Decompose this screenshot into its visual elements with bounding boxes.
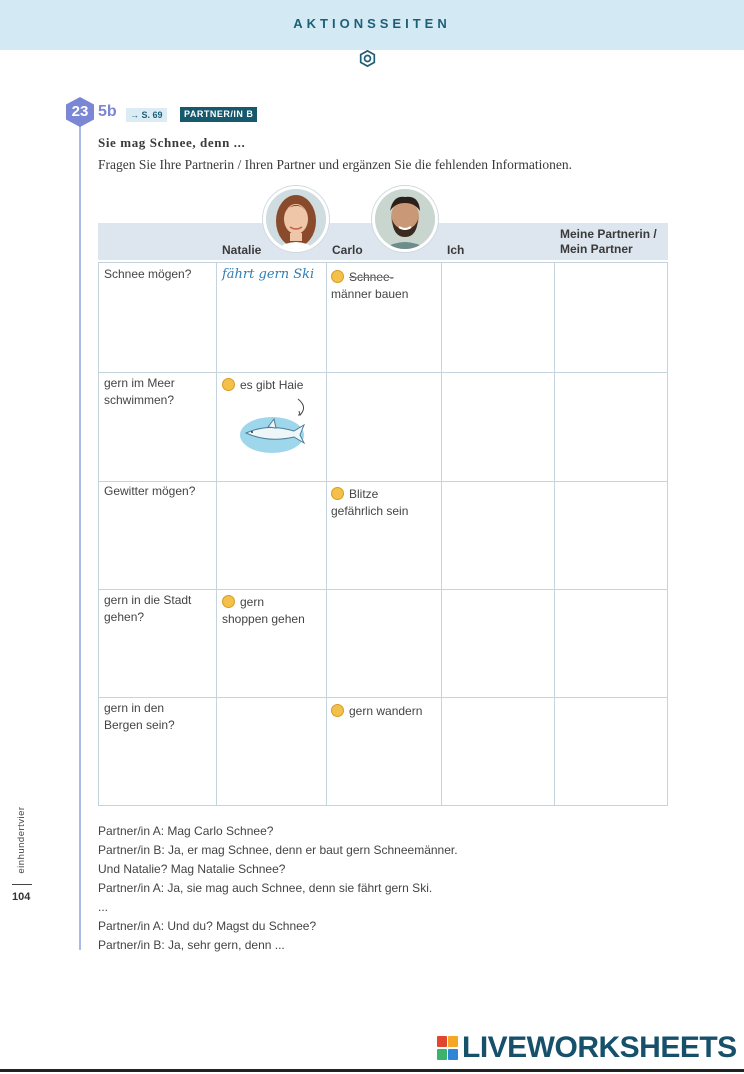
top-banner	[0, 0, 744, 50]
column-partner-line1: Meine Partnerin /	[560, 227, 657, 241]
answer-line: gefährlich sein	[331, 504, 409, 518]
natalie-answer	[222, 594, 305, 628]
partner-answer-field[interactable]	[558, 590, 664, 696]
dialog-line: Partner/in A: Mag Carlo Schnee?	[98, 824, 274, 838]
page-reference[interactable]: → S. 69	[126, 108, 167, 122]
handwritten-answer[interactable]: fährt gern Ski	[222, 267, 315, 282]
natalie-answer-field[interactable]	[221, 482, 323, 588]
task-number: 23	[71, 103, 89, 120]
natalie-answer-field[interactable]	[221, 699, 323, 803]
answer-line: Schnee-	[349, 270, 394, 284]
question-line: gern in die Stadt	[104, 593, 192, 607]
dialog-line: Partner/in A: Ja, sie mag auch Schnee, denn sie fährt gern Ski.	[98, 881, 433, 895]
carlo-portrait-icon	[375, 189, 435, 249]
answer-line: shoppen gehen	[222, 612, 305, 626]
liveworksheets-blocks-icon	[437, 1036, 459, 1061]
task-subnumber: 5b	[98, 103, 117, 120]
page-number-divider	[12, 884, 32, 885]
column-natalie: Natalie	[222, 243, 262, 257]
answer-line: männer bauen	[331, 287, 409, 301]
question-line: Schnee mögen?	[104, 267, 192, 281]
shark-icon	[238, 395, 310, 457]
example-dialog	[98, 822, 458, 955]
ich-answer-field[interactable]	[445, 699, 550, 803]
question-line: gehen?	[104, 610, 145, 624]
partner-answer-field[interactable]	[558, 699, 664, 803]
carlo-answer	[331, 486, 408, 520]
happy-face-icon	[222, 595, 235, 608]
carlo-answer	[331, 269, 408, 303]
question-line: Bergen sein?	[104, 718, 175, 732]
dialog-line: Und Natalie? Mag Natalie Schnee?	[98, 862, 286, 876]
column-divider	[216, 263, 217, 805]
dialog-line: Partner/in A: Und du? Magst du Schnee?	[98, 919, 317, 933]
column-divider	[554, 263, 555, 805]
row-divider	[99, 697, 667, 698]
natalie-portrait-icon	[266, 189, 326, 249]
column-partner-line2: Mein Partner	[560, 242, 633, 256]
column-partner	[560, 227, 657, 257]
sad-face-icon	[331, 487, 344, 500]
carlo-answer	[331, 703, 422, 720]
ich-answer-field[interactable]	[445, 373, 550, 479]
table-row-question	[104, 483, 214, 500]
margin-line	[79, 118, 81, 950]
task-instruction: Fragen Sie Ihre Partnerin / Ihren Partner und ergänzen Sie die fehlenden Informationen.	[98, 157, 572, 172]
partner-answer-field[interactable]	[558, 373, 664, 479]
partner-badge: PARTNER/IN B	[180, 107, 257, 122]
table-row-question	[104, 266, 214, 283]
table-row-question	[104, 592, 214, 626]
dialog-line: ...	[98, 900, 109, 914]
column-divider	[326, 263, 327, 805]
column-divider	[441, 263, 442, 805]
question-line: Gewitter mögen?	[104, 484, 196, 498]
carlo-answer-field[interactable]	[331, 373, 438, 479]
partner-answer-field[interactable]	[558, 264, 664, 370]
liveworksheets-wordmark: LIVEWORKSHEETS	[462, 1031, 737, 1064]
answer-line: gern wandern	[349, 704, 423, 718]
task-heading: Sie mag Schnee, denn ...	[98, 135, 246, 150]
column-carlo: Carlo	[332, 243, 363, 257]
section-title: AKTIONSSEITEN	[293, 16, 451, 31]
sad-face-icon	[222, 378, 235, 391]
carlo-avatar	[372, 186, 438, 252]
dialog-line: Partner/in B: Ja, er mag Schnee, denn er baut gern Schneemänner.	[98, 843, 458, 857]
natalie-answer	[222, 377, 303, 394]
hexagon-target-icon	[359, 50, 376, 67]
answer-line: gern	[240, 595, 265, 609]
question-line: schwimmen?	[104, 393, 175, 407]
column-ich: Ich	[447, 243, 465, 257]
page-number-word: einhundertvier	[16, 806, 27, 874]
bottom-border	[0, 1069, 744, 1072]
ich-answer-field[interactable]	[445, 482, 550, 588]
natalie-avatar	[263, 186, 329, 252]
answer-line: Blitze	[349, 487, 379, 501]
happy-face-icon	[331, 704, 344, 717]
table-row-question	[104, 700, 214, 734]
question-line: gern im Meer	[104, 376, 175, 390]
ich-answer-field[interactable]	[445, 590, 550, 696]
answer-line: es gibt Haie	[240, 378, 304, 392]
page-number: 104	[12, 891, 31, 903]
ich-answer-field[interactable]	[445, 264, 550, 370]
table-row-question	[104, 375, 214, 409]
partner-answer-field[interactable]	[558, 482, 664, 588]
question-line: gern in den	[104, 701, 165, 715]
dialog-line: Partner/in B: Ja, sehr gern, denn ...	[98, 938, 285, 952]
happy-face-icon	[331, 270, 344, 283]
carlo-answer-field[interactable]	[331, 590, 438, 696]
